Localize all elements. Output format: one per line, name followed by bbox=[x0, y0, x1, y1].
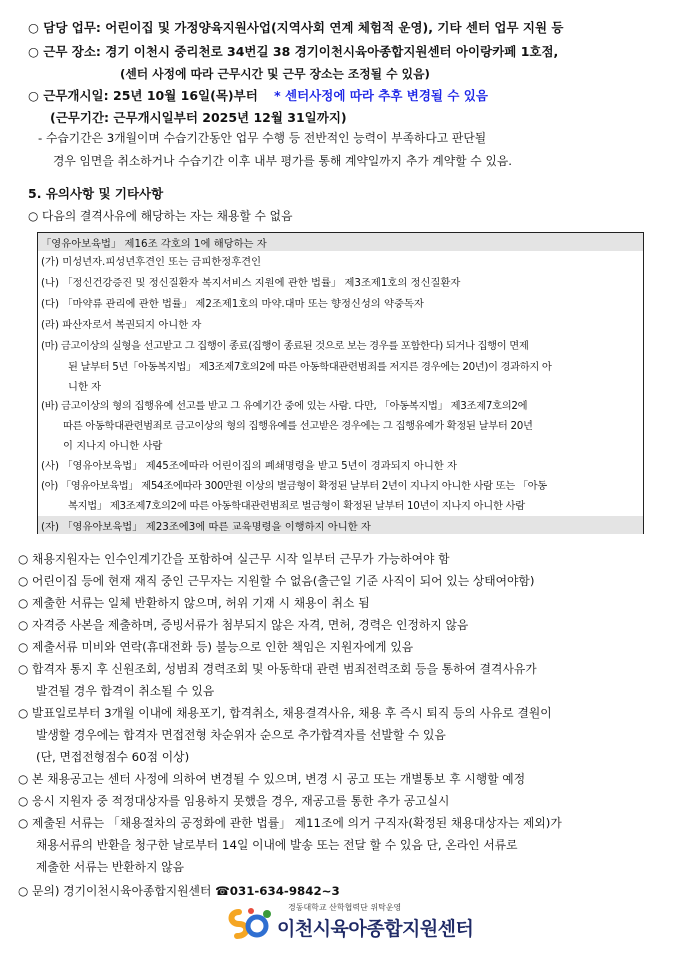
note-item: ○ 응시 지원자 중 적정대상자를 임용하지 못했을 경우, 재공고를 통한 추가 공고실시 bbox=[18, 794, 450, 808]
box-line: (자) 「영유아보육법」 제23조에3에 따른 교육명령을 이행하지 아니한 자 bbox=[41, 521, 371, 533]
note-item-cont: 발견될 경우 합격이 취소될 수 있음 bbox=[36, 684, 215, 698]
box-line: (사) 「영유아보육법」 제45조에따라 어린이집의 폐쇄명령을 받고 5년이 경과되지 아니한 자 bbox=[41, 460, 457, 472]
start-text: 25년 10월 16일(목)부터 bbox=[113, 88, 258, 103]
period-text: (근무기간: 근무개시일부터 2025년 12월 31일까지) bbox=[50, 110, 347, 125]
box-line: 복지법」 제3조제7호의2에 따른 아동학대관련범죄로 벌금형이 확정된 날부터 10년이 지나지 아니한 사람 bbox=[68, 500, 525, 512]
note-item: ○ 합격자 통지 후 신원조회, 성범죄 경력조회 및 아동학대 관련 범죄전력조회 등을 통하여 결격사유가 bbox=[18, 662, 537, 676]
contact-phone: ☎031-634-9842~3 bbox=[215, 884, 340, 898]
note-item-cont: 채용서류의 반환을 청구한 날로부터 14일 이내에 발송 또는 전달 할 수 있음 단, 온라인 서류로 bbox=[36, 838, 518, 852]
note-item: ○ 어린이집 등에 현재 재직 중인 근무자는 지원할 수 없음(출근일 기준 사직이 되어 있는 상태여야함) bbox=[18, 574, 535, 588]
box-line: 니한 자 bbox=[68, 381, 102, 393]
probation-line-2: 경우 임면을 취소하거나 수습기간 이후 내부 평가를 통해 계약일까지 추가 계약할 수 있음. bbox=[53, 154, 512, 168]
box-line: 이 지나지 아니한 사람 bbox=[63, 440, 163, 452]
note-item: ○ 채용지원자는 인수인계기간을 포함하여 실근무 시작 일부터 근무가 가능하여야 함 bbox=[18, 552, 450, 566]
box-line: (나) 「정신건강증진 및 정신질환자 복지서비스 지원에 관한 법률」 제3조제1호의 정신질환자 bbox=[41, 277, 461, 289]
start-line bbox=[28, 86, 488, 104]
center-name: 이천시육아종합지원센터 bbox=[277, 918, 474, 940]
section-title: 5. 유의사항 및 기타사항 bbox=[28, 186, 164, 201]
note-item: ○ 본 채용공고는 센터 사정에 의하여 변경될 수 있으며, 변경 시 공고 또는 개별통보 후 시행할 예정 bbox=[18, 772, 526, 786]
note-item: ○ 자격증 사본을 제출하며, 증빙서류가 첨부되지 않은 자격, 면허, 경력은 인정하지 않음 bbox=[18, 618, 469, 632]
note-item: ○ 제출한 서류는 일체 반환하지 않으며, 허위 기재 시 채용이 취소 됨 bbox=[18, 596, 370, 610]
box-line: 된 날부터 5년「아동복지법」 제3조제7호의2에 따른 아동학대관련범죄를 저지른 경우에는 20년)이 경과하지 아 bbox=[68, 361, 552, 373]
probation-line-1: - 수습기간은 3개월이며 수습기간동안 업무 수행 등 전반적인 능력이 부족하다고 판단될 bbox=[38, 131, 487, 145]
duty-line bbox=[28, 18, 563, 36]
note-item: ○ 제출된 서류는 「채용절차의 공정화에 관한 법률」 제11조에 의거 구직자(확정된 채용대상자는 제외)가 bbox=[18, 816, 562, 830]
center-logo bbox=[225, 898, 475, 948]
contact-line bbox=[18, 882, 340, 899]
duty-label: ○ 담당 업무: bbox=[28, 20, 101, 35]
box-line: (라) 파산자로서 복권되지 아니한 자 bbox=[41, 319, 202, 331]
disqualification-intro: ○ 다음의 결격사유에 해당하는 자는 채용할 수 없음 bbox=[28, 209, 293, 223]
place-line bbox=[28, 42, 558, 60]
note-item: ○ 발표일로부터 3개월 이내에 채용포기, 합격취소, 채용결격사유, 채용 후 즉시 퇴직 등의 사유로 결원이 bbox=[18, 706, 552, 720]
place-label: ○ 근무 장소: bbox=[28, 44, 101, 59]
contact-prefix: ○ 문의) 경기이천시육아종합지원센터 bbox=[18, 884, 212, 898]
start-note: * 센터사정에 따라 추후 변경될 수 있음 bbox=[274, 88, 488, 103]
disqualification-box bbox=[37, 232, 644, 534]
note-item: ○ 제출서류 미비와 연락(휴대전화 등) 불능으로 인한 책임은 지원자에게 있음 bbox=[18, 640, 414, 654]
box-line: (마) 금고이상의 실형을 선고받고 그 집행이 종료(집행이 종료된 것으로 보는 경우를 포함한다) 되거나 집행이 면제 bbox=[41, 340, 529, 352]
box-line: 「영유아보육법」 제16조 각호의 1에 해당하는 자 bbox=[41, 238, 267, 250]
box-line: (다) 「마약류 관리에 관한 법률」 제2조제1호의 마약.대마 또는 향정신성의 약중독자 bbox=[41, 298, 424, 310]
operator-text: 경동대학교 산학협력단 위탁운영 bbox=[288, 903, 402, 912]
box-line: (바) 금고이상의 형의 집행유예 선고를 받고 그 유예기간 중에 있는 사람. 다만, 「아동복지법」 제3조제7호의2에 bbox=[41, 400, 528, 412]
note-item-cont: (단, 면접전형점수 60점 이상) bbox=[36, 750, 190, 764]
note-item-cont: 발생할 경우에는 합격자 면접전형 차순위자 순으로 추가합격자를 선발할 수 있음 bbox=[36, 728, 446, 742]
duty-text: 어린이집 및 가정양육지원사업(지역사회 연계 체험적 운영), 기타 센터 업무 지원 등 bbox=[105, 20, 564, 35]
place-text: 경기 이천시 중리천로 34번길 38 경기이천시육아종합지원센터 아이랑카페 1호점, bbox=[105, 44, 559, 59]
center-logo-icon bbox=[225, 902, 275, 946]
box-line: 따른 아동학대관련범죄로 금고이상의 형의 집행유예를 선고받은 경우에는 그 집행유예가 확정된 날부터 20년 bbox=[63, 420, 533, 432]
box-line: (가) 미성년자.피성년후견인 또는 금피한정후견인 bbox=[41, 256, 262, 268]
place-note: (센터 사정에 따라 근무시간 및 근무 장소는 조정될 수 있음) bbox=[120, 67, 430, 81]
box-line: (아) 「영유아보육법」 제54조에따라 300만원 이상의 벌금형이 확정된 날부터 2년이 지나지 아니한 사람 또는 「아동 bbox=[41, 480, 547, 492]
start-label: ○ 근무개시일: bbox=[28, 88, 109, 103]
note-item-cont: 제출한 서류는 반환하지 않음 bbox=[36, 860, 184, 874]
